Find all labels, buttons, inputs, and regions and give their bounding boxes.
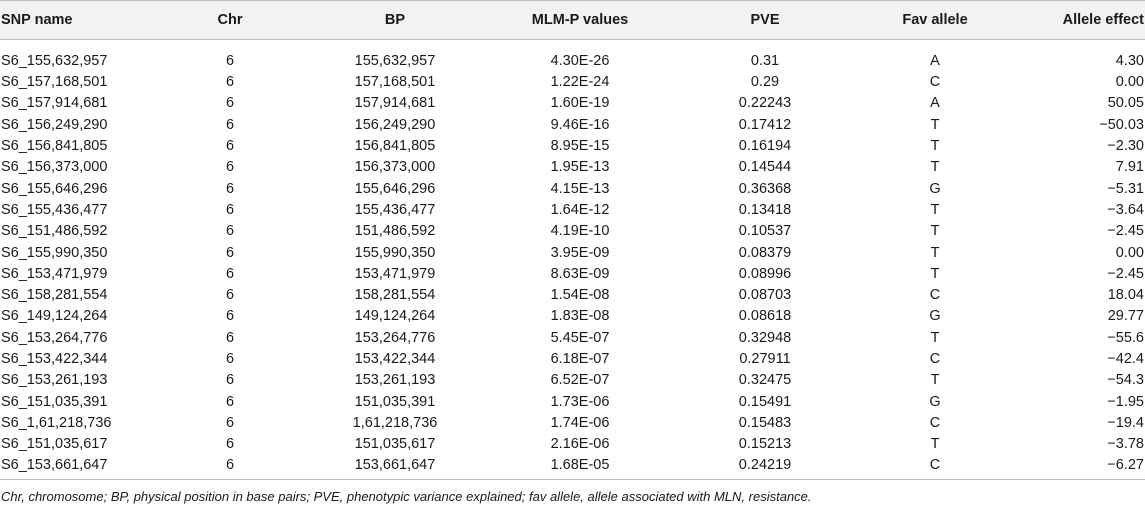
cell-mlm-p-value: 2.16E-06	[550, 436, 610, 453]
cell-fav-allele: T	[930, 436, 940, 453]
header-chr: Chr	[160, 1, 300, 40]
cell-bp: 151,035,391	[354, 393, 436, 410]
cell-allele-effect: −19.4	[1107, 414, 1144, 431]
table-row	[0, 349, 1145, 370]
cell-allele-effect: 0.00	[1115, 74, 1144, 91]
cell-snp-name: S6_157,168,501	[1, 74, 108, 91]
cell-chr: 6	[225, 244, 235, 261]
cell-mlm-p-value: 1.68E-05	[490, 455, 670, 480]
cell-pve: 0.10537	[738, 223, 792, 240]
header-pve: PVE	[670, 1, 860, 40]
cell-pve: 0.24219	[670, 455, 860, 480]
table-row	[0, 242, 1145, 263]
cell-bp: 157,168,501	[354, 74, 436, 91]
header-allele-effect: Allele effect	[1010, 1, 1145, 40]
cell-bp: 155,436,477	[354, 201, 436, 218]
cell-bp: 1,61,218,736	[352, 414, 438, 431]
cell-allele-effect: 50.05	[1107, 95, 1144, 112]
table-row	[0, 221, 1145, 242]
cell-bp: 155,632,957	[354, 53, 436, 69]
cell-chr: 6	[225, 287, 235, 304]
cell-mlm-p-value: 4.19E-10	[550, 223, 610, 240]
cell-bp: 153,422,344	[354, 351, 436, 367]
cell-mlm-p-value: 6.18E-07	[550, 351, 610, 367]
cell-mlm-p-value: 1.83E-08	[550, 308, 610, 325]
table-row	[0, 391, 1145, 412]
cell-mlm-p-value: 1.60E-19	[550, 95, 610, 112]
cell-allele-effect: 29.77	[1107, 308, 1144, 325]
table-row	[0, 115, 1145, 136]
table-row	[0, 264, 1145, 285]
cell-pve: 0.08996	[738, 265, 792, 282]
cell-allele-effect: −1.95	[1107, 393, 1144, 410]
cell-mlm-p-value: 4.30E-26	[550, 53, 610, 69]
cell-snp-name: S6_155,436,477	[1, 201, 108, 218]
cell-allele-effect: −3.64	[1107, 201, 1144, 218]
cell-bp: 156,841,805	[354, 138, 436, 155]
cell-mlm-p-value: 1.54E-08	[550, 287, 610, 304]
cell-allele-effect: −50.03	[1099, 116, 1144, 133]
table-row	[0, 434, 1145, 455]
cell-mlm-p-value: 3.95E-09	[550, 244, 610, 261]
cell-snp-name: S6_156,249,290	[1, 116, 108, 133]
cell-snp-name: S6_155,632,957	[1, 53, 108, 69]
cell-fav-allele: G	[929, 393, 941, 410]
cell-chr: 6	[225, 372, 235, 389]
table-row	[0, 455, 1145, 480]
table-row	[0, 413, 1145, 434]
cell-allele-effect: −42.4	[1107, 351, 1144, 367]
cell-allele-effect: 7.91	[1115, 159, 1144, 176]
table-row	[0, 136, 1145, 157]
cell-fav-allele: T	[930, 372, 940, 389]
cell-allele-effect: −54.3	[1107, 372, 1144, 389]
cell-mlm-p-value: 8.63E-09	[550, 265, 610, 282]
table-row	[0, 200, 1145, 221]
cell-allele-effect: −2.45	[1107, 223, 1144, 240]
cell-snp-name: S6_153,422,344	[1, 351, 108, 367]
cell-snp-name: S6_1,61,218,736	[1, 414, 112, 431]
cell-pve: 0.13418	[738, 201, 792, 218]
cell-chr: 6	[225, 265, 235, 282]
cell-fav-allele: T	[930, 244, 940, 261]
cell-fav-allele: C	[929, 414, 941, 431]
cell-allele-effect: 0.00	[1115, 244, 1144, 261]
cell-chr: 6	[225, 223, 235, 240]
cell-mlm-p-value: 1.64E-12	[550, 201, 610, 218]
cell-mlm-p-value: 4.15E-13	[550, 180, 610, 197]
cell-allele-effect: −3.78	[1107, 436, 1144, 453]
cell-mlm-p-value: 1.73E-06	[550, 393, 610, 410]
cell-chr: 6	[225, 116, 235, 133]
cell-snp-name: S6_153,661,647	[0, 455, 160, 480]
table-row	[0, 178, 1145, 199]
cell-fav-allele: T	[930, 116, 940, 133]
header-bp: BP	[300, 1, 490, 40]
cell-fav-allele: T	[930, 223, 940, 240]
cell-pve: 0.08703	[738, 287, 792, 304]
cell-chr: 6	[225, 201, 235, 218]
header-snp-name: SNP name	[0, 1, 160, 40]
cell-chr: 6	[160, 455, 300, 480]
cell-bp: 158,281,554	[354, 287, 436, 304]
cell-pve: 0.29	[750, 74, 780, 91]
cell-mlm-p-value: 1.22E-24	[550, 74, 610, 91]
cell-chr: 6	[225, 436, 235, 453]
cell-bp: 153,661,647	[300, 455, 490, 480]
cell-snp-name: S6_151,035,617	[1, 436, 108, 453]
table-row	[0, 370, 1145, 391]
header-mlm-p-values: MLM-P values	[490, 1, 670, 40]
cell-bp: 156,249,290	[354, 116, 436, 133]
cell-chr: 6	[225, 95, 235, 112]
cell-pve: 0.08618	[738, 308, 792, 325]
cell-chr: 6	[225, 414, 235, 431]
cell-fav-allele: C	[929, 74, 941, 91]
cell-mlm-p-value: 5.45E-07	[550, 329, 610, 346]
table-footnote: Chr, chromosome; BP, physical position in base pairs; PVE, phenotypic variance explained; fav allele, allele associated with MLN, resistance.	[1, 489, 812, 504]
cell-chr: 6	[225, 308, 235, 325]
cell-allele-effect: −55.6	[1107, 329, 1144, 346]
cell-mlm-p-value: 9.46E-16	[550, 116, 610, 133]
cell-bp: 151,486,592	[354, 223, 436, 240]
cell-snp-name: S6_151,486,592	[1, 223, 108, 240]
header-fav-allele: Fav allele	[860, 1, 1010, 40]
cell-fav-allele: A	[930, 95, 940, 112]
cell-chr: 6	[225, 138, 235, 155]
table-row	[0, 72, 1145, 93]
cell-chr: 6	[225, 53, 235, 69]
cell-pve: 0.14544	[738, 159, 792, 176]
cell-allele-effect: 18.04	[1107, 287, 1144, 304]
cell-bp: 151,035,617	[354, 436, 436, 453]
table-header-row	[0, 1, 1145, 40]
cell-snp-name: S6_155,646,296	[1, 180, 108, 197]
cell-fav-allele: A	[930, 53, 940, 69]
cell-pve: 0.36368	[738, 180, 792, 197]
cell-pve: 0.15491	[738, 393, 792, 410]
cell-snp-name: S6_153,261,193	[1, 372, 108, 389]
cell-chr: 6	[225, 159, 235, 176]
cell-fav-allele: T	[930, 138, 940, 155]
cell-fav-allele: G	[929, 180, 941, 197]
cell-snp-name: S6_156,841,805	[1, 138, 108, 155]
cell-pve: 0.32475	[738, 372, 792, 389]
cell-chr: 6	[225, 74, 235, 91]
cell-mlm-p-value: 1.74E-06	[550, 414, 610, 431]
cell-allele-effect: −2.45	[1107, 265, 1144, 282]
cell-snp-name: S6_153,264,776	[1, 329, 108, 346]
table-row	[0, 328, 1145, 349]
cell-fav-allele: T	[930, 329, 940, 346]
cell-fav-allele: C	[860, 455, 1010, 480]
cell-pve: 0.17412	[738, 116, 792, 133]
cell-fav-allele: T	[930, 159, 940, 176]
table-body	[0, 40, 1145, 480]
cell-bp: 156,373,000	[354, 159, 436, 176]
cell-allele-effect: −6.27	[1010, 455, 1145, 480]
cell-pve: 0.31	[750, 53, 780, 69]
cell-pve: 0.08379	[738, 244, 792, 261]
cell-mlm-p-value: 8.95E-15	[550, 138, 610, 155]
cell-pve: 0.22243	[738, 95, 792, 112]
cell-snp-name: S6_153,471,979	[1, 265, 108, 282]
cell-fav-allele: T	[930, 265, 940, 282]
cell-snp-name: S6_156,373,000	[1, 159, 108, 176]
cell-bp: 155,646,296	[354, 180, 436, 197]
cell-bp: 153,264,776	[354, 329, 436, 346]
cell-chr: 6	[225, 180, 235, 197]
cell-snp-name: S6_158,281,554	[1, 287, 108, 304]
cell-bp: 149,124,264	[354, 308, 436, 325]
cell-chr: 6	[225, 329, 235, 346]
cell-fav-allele: G	[929, 308, 941, 325]
cell-snp-name: S6_157,914,681	[1, 95, 108, 112]
cell-allele-effect: −5.31	[1107, 180, 1144, 197]
cell-pve: 0.32948	[738, 329, 792, 346]
table-row	[0, 285, 1145, 306]
cell-bp: 155,990,350	[354, 244, 436, 261]
cell-pve: 0.16194	[738, 138, 792, 155]
cell-bp: 157,914,681	[354, 95, 436, 112]
cell-mlm-p-value: 1.95E-13	[550, 159, 610, 176]
table-row	[0, 40, 1145, 73]
cell-pve: 0.15213	[738, 436, 792, 453]
cell-allele-effect: 4.30	[1115, 53, 1144, 69]
cell-pve: 0.27911	[739, 351, 791, 367]
cell-snp-name: S6_151,035,391	[1, 393, 108, 410]
cell-bp: 153,261,193	[354, 372, 436, 389]
cell-fav-allele: T	[930, 201, 940, 218]
cell-snp-name: S6_155,990,350	[1, 244, 108, 261]
cell-pve: 0.15483	[738, 414, 792, 431]
cell-fav-allele: C	[929, 287, 941, 304]
table-row	[0, 157, 1145, 178]
cell-allele-effect: −2.30	[1107, 138, 1144, 155]
cell-bp: 153,471,979	[354, 265, 436, 282]
table-row	[0, 93, 1145, 114]
table-row	[0, 306, 1145, 327]
cell-chr: 6	[225, 393, 235, 410]
cell-snp-name: S6_149,124,264	[1, 308, 108, 325]
cell-mlm-p-value: 6.52E-07	[550, 372, 610, 389]
cell-chr: 6	[225, 351, 235, 367]
cell-fav-allele: C	[929, 351, 941, 367]
